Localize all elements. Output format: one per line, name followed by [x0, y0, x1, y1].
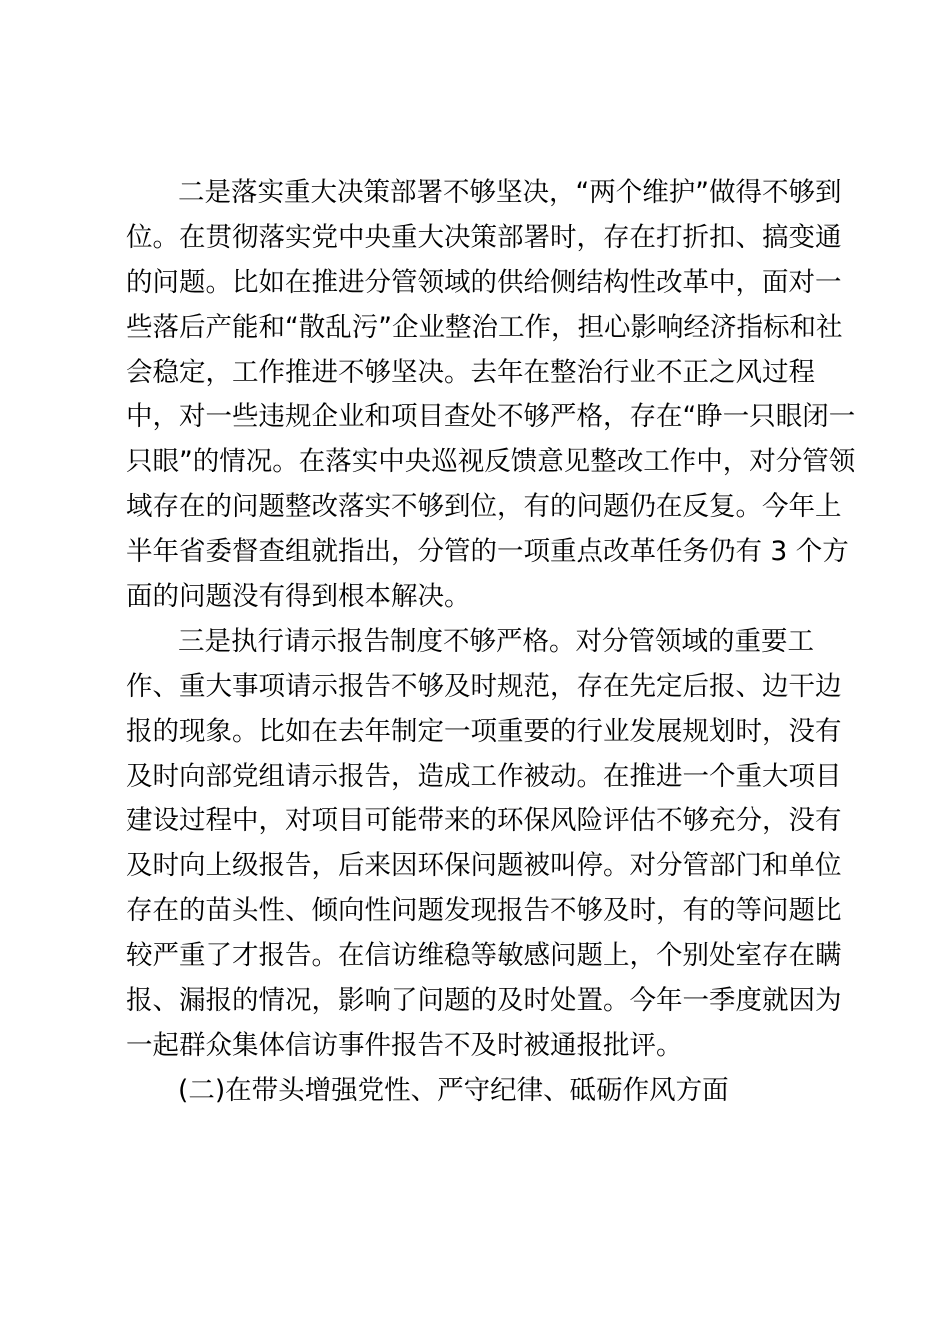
paragraph-line: 会稳定，工作推进不够坚决。去年在整治行业不正之风过程	[126, 356, 815, 388]
paragraph-line: 面的问题没有得到根本解决。	[126, 581, 471, 613]
paragraph-line: 一起群众集体信访事件报告不及时被通报批评。	[126, 1029, 683, 1061]
paragraph-line: 存在的苗头性、倾向性问题发现报告不够及时，有的等问题比	[126, 895, 842, 927]
paragraph-line: 报的现象。比如在去年制定一项重要的行业发展规划时，没有	[126, 715, 842, 747]
paragraph-line: 些落后产能和“散乱污”企业整治工作，担心影响经济指标和社	[126, 311, 843, 343]
body-text	[126, 171, 856, 1114]
paragraph-line: 报、漏报的情况，影响了问题的及时处置。今年一季度就因为	[126, 985, 842, 1017]
section-heading: (二)在带头增强党性、严守纪律、砥砺作风方面	[178, 1074, 729, 1106]
paragraph-line: 中，对一些违规企业和项目查处不够严格，存在“睁一只眼闭一	[126, 401, 856, 433]
paragraph-line: 及时向上级报告，后来因环保问题被叫停。对分管部门和单位	[126, 850, 842, 882]
paragraph-line: 域存在的问题整改落实不够到位，有的问题仍在反复。今年上	[126, 491, 842, 523]
paragraph-line: 较严重了才报告。在信访维稳等敏感问题上，个别处室存在瞒	[126, 940, 842, 972]
paragraph-line: 建设过程中，对项目可能带来的环保风险评估不够充分，没有	[126, 805, 842, 837]
paragraph-line: 三是执行请示报告制度不够严格。对分管领域的重要工	[178, 625, 814, 657]
paragraph-line: 及时向部党组请示报告，造成工作被动。在推进一个重大项目	[126, 760, 842, 792]
paragraph-line: 半年省委督查组就指出，分管的一项重点改革任务仍有 3 个方	[126, 536, 849, 568]
paragraph-line: 作、重大事项请示报告不够及时规范，存在先定后报、边干边	[126, 670, 842, 702]
paragraph-line: 二是落实重大决策部署不够坚决，“两个维护”做得不够到	[178, 177, 842, 208]
paragraph-line: 的问题。比如在推进分管领域的供给侧结构性改革中，面对一	[126, 266, 842, 298]
paragraph-line: 只眼”的情况。在落实中央巡视反馈意见整改工作中，对分管领	[126, 446, 856, 478]
paragraph-line: 位。在贯彻落实党中央重大决策部署时，存在打折扣、搞变通	[126, 221, 842, 253]
